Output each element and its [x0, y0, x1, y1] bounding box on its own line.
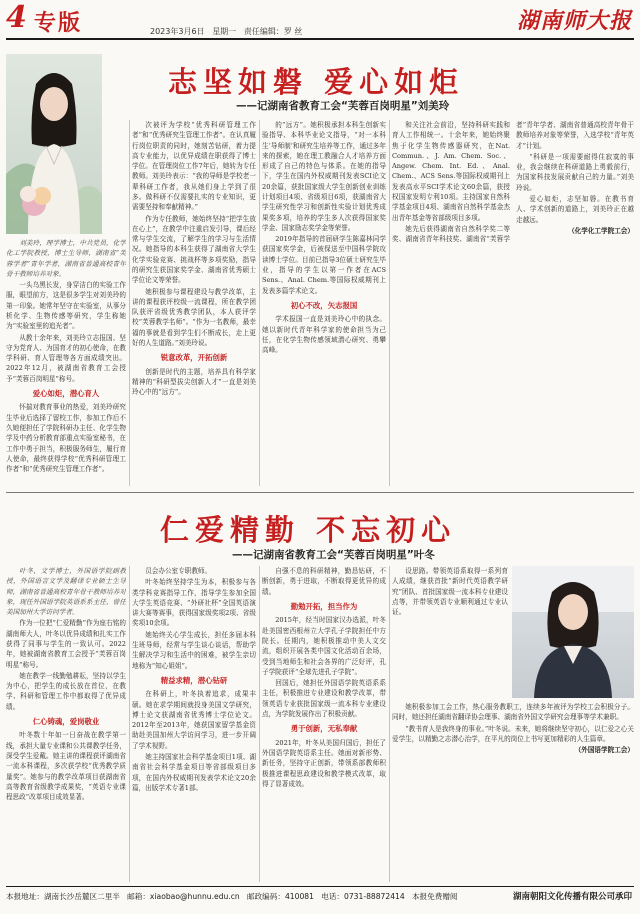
article1-paragraph: 作为专任教师，她始终坚持“把学生放在心上”，在教学中注重启发引导，课后经常与学生交流，了解学生的学习与生活情况。她指导的本科生获得了湖南省大学生化学实验竞赛、挑战杯等多项奖励，指导的研究生获国家奖学金、湖南省优秀硕士学位论文等荣誉。: [132, 214, 256, 285]
article2-paragraph: 她始终关心学生成长，担任多届本科生班导师，经常与学生谈心谈话，帮助学生解决学习和生活中的困难，被学生亲切地称为“知心姐姐”。: [132, 630, 256, 670]
article1-column-4: [392, 120, 634, 486]
article2-column-4-bottom: [392, 702, 634, 882]
article2-paragraph: 叶冬数十年如一日奋战在教学第一线，承担大量专业课和公共课教学任务，深受学生爱戴。她主讲的课程获评湖南省一流本科课程，多次获学校“优秀教学质量奖”。她参与的教学改革项目获湖南省高等教育省级教学成果奖，“英语专业课程思政”改革项目成效显著。: [6, 731, 126, 802]
article1-section-heading: 爱心如炬，潜心育人: [32, 388, 100, 398]
article2-paragraph: 回国后，她担任外国语学院英语系系主任，积极推进专业建设和教学改革，带领英语专业获批国家级一流本科专业建设点，为学院发展作出了积极贡献。: [262, 679, 386, 718]
column-divider: [259, 566, 260, 882]
footer-address: 本报地址：湖南长沙岳麓区二里半: [6, 892, 120, 901]
article1-paragraph: 2019年指导的首届研学生陈嘉林同学获国家奖学金，后被保送至中国科学院攻读博士学位。目前已指导3位硕士研究生毕业，指导的学生以第一作者在ACS Sens.、Anal. Chem.等国际权威期刊上发表多篇学术论文。: [262, 235, 386, 295]
article1-paragraph: 爱心如炬，志坚如磐。在教书育人、学术创新的道路上，刘美玲正在越走越远。: [516, 194, 634, 224]
article1-paragraph: 她积极参与课程建设与教学改革，主讲的课程获评校级一流课程，所在教学团队获评省级优秀教学团队，本人获评学校“芙蓉教学名师”。“作为一名教师，最幸福的事就是看到学生们不断成长，走上更好的人生道路。”刘美玲说。: [132, 287, 256, 347]
footer-email: 邮箱：xiaobao@hunnu.edu.cn: [127, 892, 240, 901]
article2-paragraph: 员会办公室专职教师。: [145, 567, 212, 575]
footer-rule: [6, 886, 634, 887]
article2-paragraph: 2021年，叶冬从美国归国后，担任了外国语学院英语系主任。她面对新形势、新任务，坚持守正创新，带领系部教师积极推进课程思政建设和教学模式改革，取得了显著成效。: [262, 738, 386, 788]
column-divider: [389, 566, 390, 882]
article1-subtitle: ——记湖南省教育工会“芙蓉百岗明星”刘美玲: [236, 100, 450, 112]
section-label: 专版: [34, 10, 83, 36]
page-number: 4: [6, 0, 27, 35]
article2-column-3: [262, 566, 386, 882]
header-rule: [6, 38, 634, 40]
article2-section-heading: 精益求精，潜心钻研: [160, 675, 228, 685]
article2-paragraph: “教书育人是我终身的事业。”叶冬说。未来，她将继续坚守初心，以仁爱之心关爱学生，以精勤之志潜心治学，在平凡的岗位上书写更加精彩的人生篇章。: [392, 724, 634, 743]
portrait-photo-ye-dong: [512, 566, 634, 698]
article1-bio: 刘美玲，理学博士，中共党员，化学化工学院教授，博士生导师，湖南省“芙蓉学者”青年学者，湖南省普通高校青年骨干教师培养对象。: [6, 239, 126, 278]
article2-paragraph: 叶冬始终坚持学生为本，积极参与各类学科竞赛指导工作，指导学生参加全国大学生英语竞赛、“外研社杯”全国英语演讲大赛等赛事，获得国家级奖项2项、省级奖项10余项。: [132, 578, 256, 628]
footer-postcode: 邮政编码：410081: [247, 892, 314, 901]
article2-bio: 叶冬，文学博士，外国语学院副教授，外国语言文学及翻译专业硕士生导师，湖南省普通高校青年骨干教师培养对象，现任外国语学院英语系系主任，曾任美国加州大学访问学者。: [6, 567, 126, 617]
issue-date: 2023年3月6日: [150, 27, 205, 36]
article1-paragraph: 学术报国一直是刘美玲心中的执念。她以新时代青年科学家的使命担当为己任，在化学生物传感领域潜心研究、勇攀高峰。: [262, 315, 386, 355]
editor-credit: 责任编辑：罗 丝: [243, 27, 303, 36]
article1-section-heading: 锐意改革，开拓创新: [160, 353, 228, 363]
masthead-title: 湖南师大报: [516, 8, 632, 34]
column-divider: [129, 566, 130, 882]
article2-section-heading: 勤勉开拓，担当作为: [290, 601, 358, 611]
article2-paragraph: 在科研上，叶冬执着追求，成果丰硕。她在求学期间就投身美国文学研究，博士论文获湖南省优秀博士学位论文。2012年至2013年，她获国家留学基金资助赴美国加州大学访问学习，进一步开阔了学术视野。: [132, 690, 256, 750]
article1-signature: （化学化工学院工会）: [568, 226, 634, 235]
article2-paragraph: 设思路。带领英语系取得一系列育人成绩，继获首批“新时代英语教学研究”团队、首批国家级一流本科专业建设点等，并带领英语专业顺利通过专业认证。: [392, 567, 508, 617]
article1-paragraph: 创新是时代的主题，培养具有科学家精神的“科研型拔尖创新人才”一直是刘美玲心中的“远方”。: [132, 367, 256, 397]
column-divider: [259, 120, 260, 486]
article2-subtitle: ——记湖南省教育工会“芙蓉百岗明星”叶冬: [232, 549, 435, 561]
column-divider: [129, 120, 130, 486]
article1-paragraph: 她先后获得湖南省自然科学奖二等奖、湖南省青年科技奖、湖南省“芙蓉学者”青年学者、湖南省普通高校青年骨干教师培养对象等荣誉，入选学校“青年英才”计划。: [392, 121, 634, 244]
article2-section-heading: 勇于创新，无私奉献: [290, 724, 358, 734]
article2-column-1: [6, 566, 126, 882]
footer-info: [6, 891, 458, 902]
article1-paragraph: 一头乌黑长发，身穿洁白的实验工作服，眼望前方，这是很多学生对刘美玲的第一印象。她常年坚守在实验室，从事分析化学、生物传感等研究，学生称她为“实验室里的追光者”。: [6, 281, 126, 331]
article1-title: 志坚如磐 爱心如炬: [168, 65, 465, 99]
article1-section-heading: 初心不改，矢志报国: [290, 300, 358, 310]
article2-paragraph: 自强不息的科研精神，勤恳钻研，不断创新，勇于进取，不断取得更优异的成绩。: [262, 567, 386, 596]
article1-paragraph: 的“远方”。她积极承担本科生创新实验指导、本科毕业论文指导，“对一本科生‘导师制’和研究生培养等工作，通过多年来的探索，她在理工教融合人才培养方面形成了自己的特色与体系。在她的指导下，学生在国内外权威期刊发表SCI论文20余篇，获批国家级大学生创新创业训练计划项目4项、省级项目6项，获湖南省大学生研究性学习和创新性实验计划优秀成果奖多项，培养的学生多人次获得国家奖学金、国家励志奖学金等荣誉。: [262, 121, 386, 232]
article1-paragraph: 次被评为学校“优秀科研管理工作者”和“优秀研究生管理工作者”。在认真履行岗位职责的同时，她刻苦钻研，着力提高专业能力，以优异成绩在职获得了博士学位。在管理岗位工作7年后，她转为专任教师。刘美玲表示：“我的导师是学校老一辈科研工作者，我从她们身上学到了很多。做科研不仅需要扎实的专业知识，更需要坚持和奉献精神。”: [132, 121, 256, 212]
article2-column-4-top: [392, 566, 508, 698]
article1-paragraph: 和关注社会前沿，坚持科研实践和育人工作相统一。十余年来，她始终聚焦于化学生物传感器研究，在Nat. Commun.、J. Am. Chem. Soc.、Angew. Chem. Int. Ed.、Anal. Chem.、ACS Sens.等国际权威期刊上发表高水平SCI学术论文60余篇，获授权国家发明专利10项。主持国家自然科学基金项目4项、湖南省自然科学基金杰出青年基金等省部级项目多项。: [392, 121, 510, 222]
issue-weekday: 星期一: [212, 27, 237, 36]
article2-paragraph: 2015年，经当时国家汉办选派，叶冬赴美国密西根州立大学孔子学院担任中方院长。任期内，她积极推动中美人文交流，组织开展各类中国文化活动百余场，受到当地师生和社会各界的广泛好评，孔子学院获评“全球先进孔子学院”。: [262, 616, 386, 676]
article2-signature: （外国语学院工会）: [574, 746, 634, 755]
article1-column-2: [132, 120, 256, 486]
article2-section-heading: 仁心铸魂，爱岗敬业: [32, 716, 100, 726]
footer-phone: 电话：0731-88872414: [321, 892, 405, 901]
article1-column-1: [6, 238, 126, 488]
article2-title: 仁爱精勤 不忘初心: [160, 513, 457, 547]
article1-paragraph: 从教十余年来，刘美玲立志报国、坚守为党育人、为国育才的初心使命，在教学科研、育人管理等各方面成绩突出。2022年12月，被湖南省教育工会授予“芙蓉百岗明星”称号。: [6, 333, 126, 383]
article1-column-3: [262, 120, 386, 486]
footer-price: 本报免费赠阅: [411, 892, 458, 901]
header-meta: [150, 26, 302, 37]
article2-paragraph: 她主持国家社会科学基金项目1项、湖南省社会科学基金项目等省部级项目多项，在国内外权威期刊发表学术论文20余篇，出版学术专著1部。: [132, 753, 256, 792]
article2-column-2: [132, 566, 256, 882]
column-divider: [389, 120, 390, 486]
article1-paragraph: “科研是一项需要耐得住寂寞的事业，我会继续在科研道路上勇毅前行，为国家科技发展贡献自己的力量。”刘美玲说。: [516, 152, 634, 192]
article2-paragraph: 她积极参加工会工作，热心服务教职工，连续多年被评为学校工会积极分子。同时，她还担任湖南省翻译协会理事、湖南省外国文学研究会理事等学术兼职。: [392, 703, 634, 722]
article2-paragraph: 她在教学一线勤勉耕耘，坚持以学生为中心，把学生的成长放在首位，在教学、科研和管理工作中都取得了优异成绩。: [6, 671, 126, 711]
footer-printer: 湖南朝阳文化传播有限公司承印: [512, 892, 632, 902]
article2-paragraph: 作为一位把“仁爱精勤”作为座右铭的湖南师大人，叶冬以优异成绩和扎实工作获得了同事与学生的一致认可。2022年，她被湖南省教育工会授予“芙蓉百岗明星”称号。: [6, 619, 126, 669]
article1-paragraph: 怀揣对教育事业的热爱，刘美玲研究生毕业后选择了留校工作，参加工作后不久她便担任了学院科研办主任、化学生物学及中药分析教育部重点实验室秘书，在工作中勇于担当，积极服务师生，履行育人使命，最终获得学校“优秀科研管理工作者”和“优秀研究生管理工作者”。: [6, 403, 126, 474]
portrait-photo-liu-meiling: [6, 54, 102, 234]
article-separator: [6, 492, 634, 493]
